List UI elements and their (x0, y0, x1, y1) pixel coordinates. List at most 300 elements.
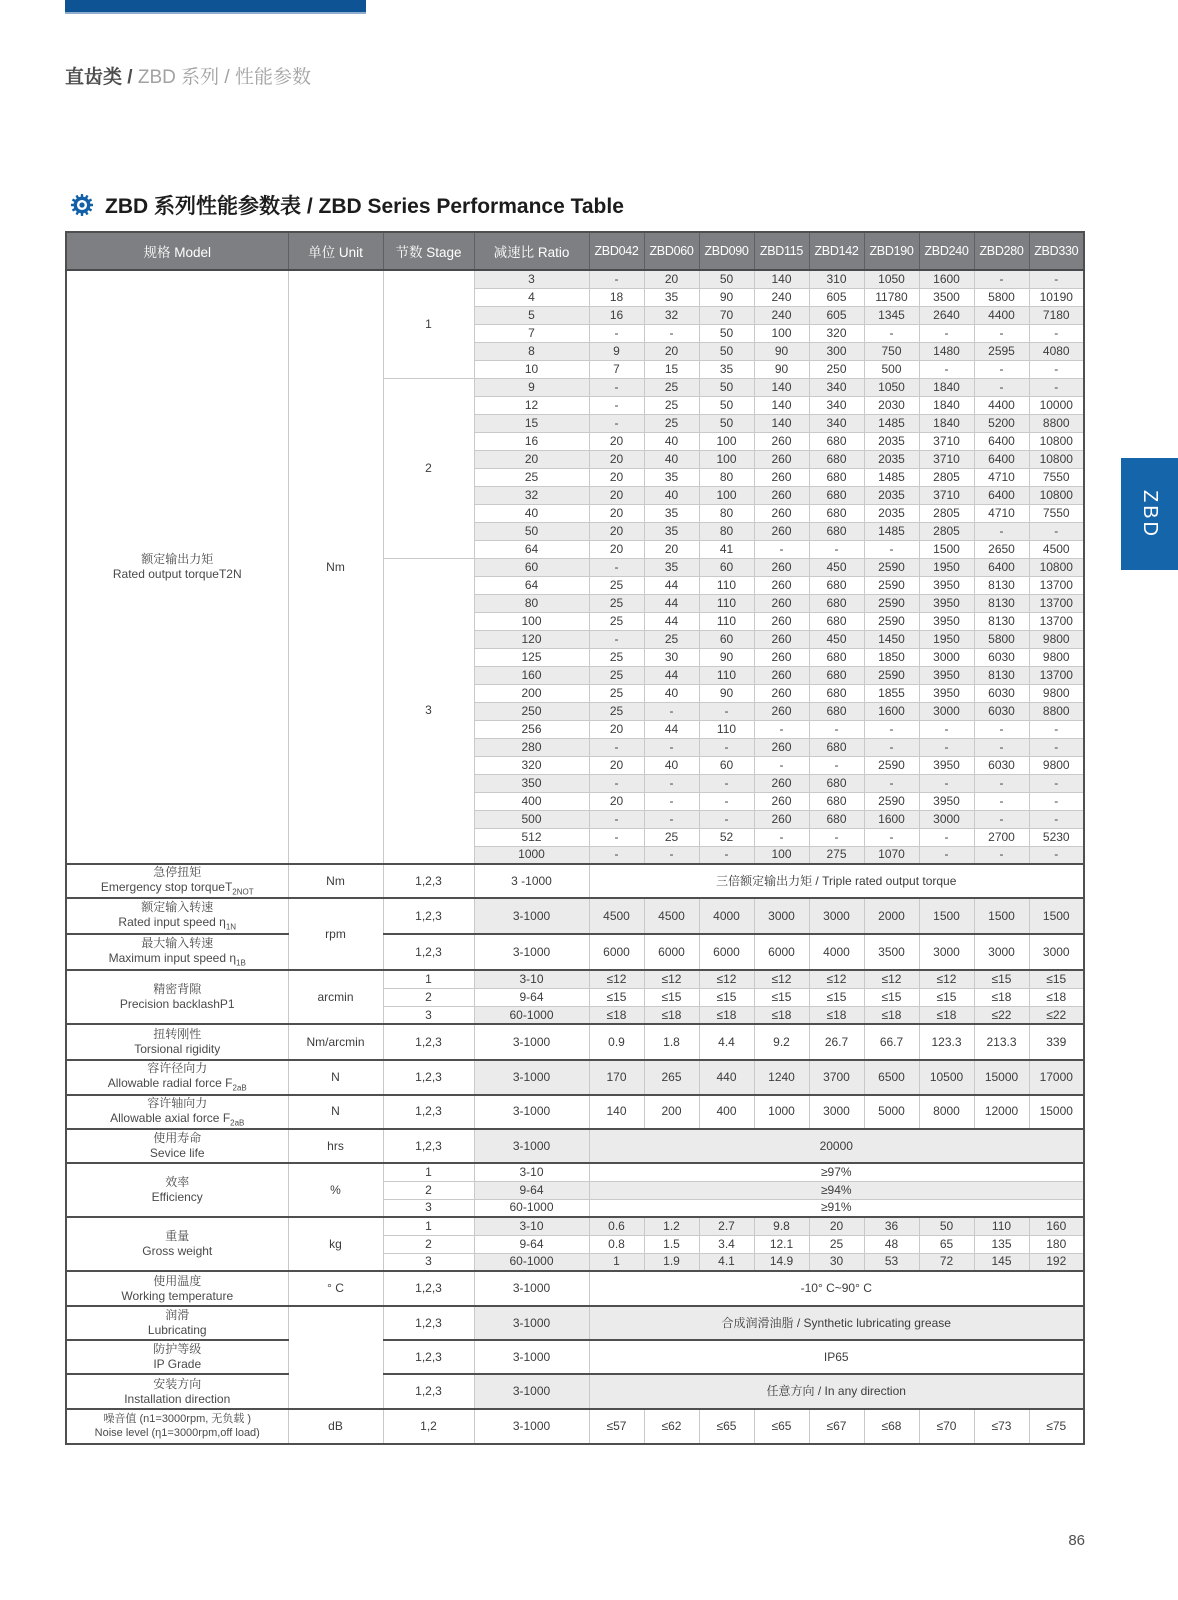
label-subscript: 1B (236, 958, 246, 968)
value-cell: 260 (754, 594, 809, 612)
value-cell: 40 (644, 486, 699, 504)
label-subscript: 2NOT (232, 887, 254, 897)
stage-cell: 3 (383, 1006, 474, 1024)
value-cell: - (809, 540, 864, 558)
value-cell: 50 (699, 342, 754, 360)
column-header: 减速比 Ratio (474, 232, 589, 270)
value-cell: ≤22 (974, 1006, 1029, 1024)
value-cell: ≤18 (809, 1006, 864, 1024)
value-cell: 605 (809, 288, 864, 306)
value-cell: 260 (754, 486, 809, 504)
value-cell: 1.5 (644, 1235, 699, 1253)
value-cell: 260 (754, 468, 809, 486)
value-cell: 680 (809, 792, 864, 810)
value-cell: - (974, 360, 1029, 378)
value-cell: 1855 (864, 684, 919, 702)
value-cell: 4710 (974, 468, 1029, 486)
value-cell: 5800 (974, 630, 1029, 648)
value-cell: 123.3 (919, 1024, 974, 1060)
unit-cell: rpm (288, 898, 383, 970)
label-cn: 额定输出力矩 (141, 552, 214, 566)
value-cell: 17000 (1029, 1060, 1084, 1094)
stage-cell: 1 (383, 1217, 474, 1235)
table-row (66, 1129, 1084, 1163)
span-cell: 合成润滑油脂 / Synthetic lubricating grease (589, 1306, 1084, 1340)
value-cell: 8800 (1029, 702, 1084, 720)
value-cell: 2805 (919, 504, 974, 522)
value-cell: 90 (754, 342, 809, 360)
value-cell: 35 (699, 360, 754, 378)
value-cell: 25 (644, 396, 699, 414)
value-cell: 3000 (809, 898, 864, 934)
label-cn: 润滑 (165, 1308, 190, 1323)
value-cell: 3.4 (699, 1235, 754, 1253)
value-cell: 3710 (919, 486, 974, 504)
value-cell: 40 (644, 684, 699, 702)
ratio-cell: 120 (474, 630, 589, 648)
value-cell: 16 (589, 306, 644, 324)
value-cell: 6030 (974, 648, 1029, 666)
row-label (66, 970, 288, 1024)
value-cell: ≤68 (864, 1409, 919, 1444)
span-cell: -10° C~90° C (589, 1271, 1084, 1306)
ratio-cell: 200 (474, 684, 589, 702)
unit-cell: N (288, 1095, 383, 1129)
unit-cell (288, 1306, 383, 1409)
value-cell: ≤18 (699, 1006, 754, 1024)
value-cell: - (809, 828, 864, 846)
value-cell: 15000 (1029, 1095, 1084, 1129)
value-cell: 1070 (864, 846, 919, 864)
value-cell: 41 (699, 540, 754, 558)
unit-cell: % (288, 1163, 383, 1217)
value-cell: 1 (589, 1253, 644, 1271)
column-header: 节数 Stage (383, 232, 474, 270)
value-cell: - (1029, 378, 1084, 396)
value-cell: 20 (644, 270, 699, 288)
label-subscript: 2aB (232, 1083, 247, 1093)
ratio-cell: 3-1000 (474, 1129, 589, 1163)
value-cell: ≤22 (1029, 1006, 1084, 1024)
ratio-cell: 3 -1000 (474, 864, 589, 898)
value-cell: - (589, 270, 644, 288)
value-cell: ≤18 (864, 1006, 919, 1024)
unit-cell: Nm/arcmin (288, 1024, 383, 1060)
value-cell: 260 (754, 774, 809, 792)
value-cell: 90 (754, 360, 809, 378)
value-cell: 8130 (974, 666, 1029, 684)
page-title (70, 190, 624, 220)
value-cell: 2590 (864, 612, 919, 630)
value-cell: 320 (809, 324, 864, 342)
value-cell: 8130 (974, 594, 1029, 612)
value-cell: 2640 (919, 306, 974, 324)
value-cell: 7 (589, 360, 644, 378)
value-cell: ≤70 (919, 1409, 974, 1444)
value-cell: ≤15 (589, 988, 644, 1006)
value-cell: 2035 (864, 432, 919, 450)
value-cell: 145 (974, 1253, 1029, 1271)
value-cell: 110 (974, 1217, 1029, 1235)
value-cell: 260 (754, 612, 809, 630)
ratio-cell: 12 (474, 396, 589, 414)
label-cn: 扭转刚性 (153, 1027, 202, 1042)
value-cell: 4500 (1029, 540, 1084, 558)
value-cell: - (809, 756, 864, 774)
value-cell: ≤15 (1029, 970, 1084, 988)
value-cell: - (589, 774, 644, 792)
value-cell: 44 (644, 612, 699, 630)
value-cell: ≤12 (864, 970, 919, 988)
value-cell: 260 (754, 684, 809, 702)
value-cell: 3000 (974, 934, 1029, 970)
column-header: ZBD060 (644, 232, 699, 270)
value-cell: 90 (699, 648, 754, 666)
value-cell: 3000 (919, 648, 974, 666)
ratio-cell: 10 (474, 360, 589, 378)
value-cell: 1500 (974, 898, 1029, 934)
value-cell: 260 (754, 630, 809, 648)
column-header: ZBD190 (864, 232, 919, 270)
row-label (66, 1129, 288, 1163)
value-cell: 4500 (644, 898, 699, 934)
ratio-cell: 280 (474, 738, 589, 756)
ratio-cell: 32 (474, 486, 589, 504)
value-cell: 2590 (864, 576, 919, 594)
value-cell: - (919, 828, 974, 846)
label-en: Allowable radial force $F_{2aB}$ (107, 1076, 247, 1093)
ratio-cell: 3-1000 (474, 898, 589, 934)
stage-cell: 1 (383, 1163, 474, 1181)
value-cell: 605 (809, 306, 864, 324)
value-cell: 2590 (864, 594, 919, 612)
row-label (66, 1409, 288, 1444)
table-row (66, 1095, 1084, 1129)
value-cell: 1450 (864, 630, 919, 648)
value-cell: 5200 (974, 414, 1029, 432)
value-cell: 3000 (919, 702, 974, 720)
value-cell: 6000 (644, 934, 699, 970)
value-cell: 1050 (864, 378, 919, 396)
value-cell: 14.9 (754, 1253, 809, 1271)
ratio-cell: 3-1000 (474, 1060, 589, 1094)
value-cell: 90 (699, 684, 754, 702)
label-en: Gross weight (142, 1244, 213, 1259)
span-cell: ≥94% (589, 1181, 1084, 1199)
value-cell: 18 (589, 288, 644, 306)
value-cell: 310 (809, 270, 864, 288)
value-cell: ≤12 (589, 970, 644, 988)
table-row (66, 898, 1084, 934)
row-label (66, 1374, 288, 1409)
label-en: Noise level (η1=3000rpm,off load) (94, 1426, 260, 1439)
stage-cell: 1,2,3 (383, 1060, 474, 1094)
ratio-cell: 3-10 (474, 1163, 589, 1181)
value-cell: 15000 (974, 1060, 1029, 1094)
value-cell: 3950 (919, 756, 974, 774)
value-cell: 260 (754, 432, 809, 450)
value-cell: - (1029, 360, 1084, 378)
value-cell: 44 (644, 594, 699, 612)
value-cell: 11780 (864, 288, 919, 306)
value-cell: 1840 (919, 396, 974, 414)
value-cell: 2590 (864, 558, 919, 576)
ratio-cell: 60 (474, 558, 589, 576)
value-cell: 5000 (864, 1095, 919, 1129)
table-row (66, 1409, 1084, 1444)
value-cell: 3000 (919, 810, 974, 828)
stage-cell: 1,2 (383, 1409, 474, 1444)
value-cell: 2030 (864, 396, 919, 414)
value-cell: 450 (809, 558, 864, 576)
label-en: Precision backlashP1 (119, 997, 235, 1012)
value-cell: - (644, 846, 699, 864)
value-cell: - (589, 738, 644, 756)
value-cell: 340 (809, 378, 864, 396)
stage-cell: 1,2,3 (383, 1306, 474, 1340)
column-header: 规格 Model (66, 232, 288, 270)
table-row (66, 1374, 1084, 1409)
value-cell: ≤18 (974, 988, 1029, 1006)
ratio-cell: 160 (474, 666, 589, 684)
column-header: ZBD280 (974, 232, 1029, 270)
value-cell: 44 (644, 576, 699, 594)
value-cell: 20 (589, 486, 644, 504)
ratio-cell: 3-1000 (474, 934, 589, 970)
value-cell: - (589, 324, 644, 342)
value-cell: 12.1 (754, 1235, 809, 1253)
ratio-cell: 5 (474, 306, 589, 324)
value-cell: - (754, 756, 809, 774)
ratio-cell: 3-1000 (474, 1095, 589, 1129)
unit-cell: kg (288, 1217, 383, 1271)
value-cell: 6400 (974, 558, 1029, 576)
value-cell: 50 (699, 270, 754, 288)
value-cell: 20 (589, 504, 644, 522)
value-cell: - (919, 774, 974, 792)
value-cell: - (864, 324, 919, 342)
value-cell: 1.9 (644, 1253, 699, 1271)
side-tab-zbd (1121, 458, 1178, 570)
value-cell: 2590 (864, 756, 919, 774)
value-cell: 12000 (974, 1095, 1029, 1129)
value-cell: - (974, 810, 1029, 828)
ratio-cell: 9-64 (474, 1235, 589, 1253)
value-cell: 135 (974, 1235, 1029, 1253)
value-cell: 25 (589, 648, 644, 666)
value-cell: 9.8 (754, 1217, 809, 1235)
value-cell: 260 (754, 810, 809, 828)
column-header: 单位 Unit (288, 232, 383, 270)
column-header: ZBD115 (754, 232, 809, 270)
column-header: ZBD142 (809, 232, 864, 270)
value-cell: - (974, 378, 1029, 396)
value-cell: 20 (589, 792, 644, 810)
value-cell: 48 (864, 1235, 919, 1253)
value-cell: 1850 (864, 648, 919, 666)
value-cell: ≤15 (864, 988, 919, 1006)
value-cell: 100 (754, 324, 809, 342)
value-cell: 340 (809, 414, 864, 432)
unit-cell: Nm (288, 864, 383, 898)
value-cell: 6000 (589, 934, 644, 970)
label-subscript: 2aB (230, 1118, 245, 1128)
ratio-cell: 60-1000 (474, 1253, 589, 1271)
value-cell: 7550 (1029, 468, 1084, 486)
value-cell: 13700 (1029, 594, 1084, 612)
value-cell: 200 (644, 1095, 699, 1129)
value-cell: 275 (809, 846, 864, 864)
ratio-cell: 25 (474, 468, 589, 486)
value-cell: 20 (589, 540, 644, 558)
value-cell: 110 (699, 612, 754, 630)
stage-cell: 2 (383, 988, 474, 1006)
value-cell: 3950 (919, 666, 974, 684)
value-cell: 100 (699, 450, 754, 468)
value-cell: 180 (1029, 1235, 1084, 1253)
value-cell: 1500 (919, 898, 974, 934)
breadcrumb-path: ZBD 系列 / 性能参数 (132, 67, 311, 88)
value-cell: - (644, 738, 699, 756)
value-cell: 5230 (1029, 828, 1084, 846)
value-cell: ≤12 (754, 970, 809, 988)
value-cell: 25 (589, 594, 644, 612)
span-cell: IP65 (589, 1340, 1084, 1374)
value-cell: 1485 (864, 468, 919, 486)
value-cell: 100 (754, 846, 809, 864)
value-cell: 1.2 (644, 1217, 699, 1235)
value-cell: ≤57 (589, 1409, 644, 1444)
value-cell: 0.9 (589, 1024, 644, 1060)
value-cell: ≤18 (919, 1006, 974, 1024)
stage-cell: 1,2,3 (383, 1340, 474, 1374)
stage-cell: 3 (383, 1253, 474, 1271)
value-cell: 100 (699, 432, 754, 450)
ratio-cell: 15 (474, 414, 589, 432)
value-cell: - (754, 540, 809, 558)
value-cell: 9800 (1029, 630, 1084, 648)
label-en: Working temperature (121, 1288, 234, 1303)
value-cell: 110 (699, 720, 754, 738)
ratio-cell: 64 (474, 540, 589, 558)
ratio-cell: 3-1000 (474, 1374, 589, 1409)
value-cell: 680 (809, 522, 864, 540)
value-cell: 5800 (974, 288, 1029, 306)
value-cell: 10800 (1029, 432, 1084, 450)
value-cell: 13700 (1029, 612, 1084, 630)
stage-cell: 2 (383, 1235, 474, 1253)
label-en: Rated output torqueT2N (112, 567, 242, 581)
unit-cell: arcmin (288, 970, 383, 1024)
value-cell: 110 (699, 594, 754, 612)
value-cell: 10800 (1029, 450, 1084, 468)
value-cell: 10800 (1029, 558, 1084, 576)
ratio-cell: 3 (474, 270, 589, 288)
column-header: ZBD090 (699, 232, 754, 270)
value-cell: 80 (699, 468, 754, 486)
table-row (66, 864, 1084, 898)
label-cn: 精密背隙 (153, 982, 202, 997)
value-cell: 450 (809, 630, 864, 648)
value-cell: 8130 (974, 612, 1029, 630)
value-cell: 25 (589, 612, 644, 630)
value-cell: 3710 (919, 432, 974, 450)
value-cell: 140 (589, 1095, 644, 1129)
label-cn: 急停扭矩 (153, 865, 202, 879)
value-cell: - (1029, 810, 1084, 828)
value-cell: 10800 (1029, 486, 1084, 504)
value-cell: 1000 (754, 1095, 809, 1129)
span-cell: 任意方向 / In any direction (589, 1374, 1084, 1409)
value-cell: 400 (699, 1095, 754, 1129)
value-cell: 8130 (974, 576, 1029, 594)
table-row (66, 1340, 1084, 1374)
value-cell: ≤67 (809, 1409, 864, 1444)
value-cell: 100 (699, 486, 754, 504)
value-cell: 35 (644, 504, 699, 522)
value-cell: 680 (809, 648, 864, 666)
row-label (66, 1217, 288, 1271)
value-cell: 260 (754, 576, 809, 594)
span-cell: 三倍额定输出力矩 / Triple rated output torque (589, 864, 1084, 898)
ratio-cell: 9 (474, 378, 589, 396)
label-cn: 防护等级 (153, 1342, 202, 1357)
value-cell: 80 (699, 522, 754, 540)
label-en: Lubricating (147, 1323, 207, 1338)
value-cell: - (589, 846, 644, 864)
value-cell: - (1029, 792, 1084, 810)
value-cell: 50 (919, 1217, 974, 1235)
value-cell: 250 (809, 360, 864, 378)
column-header: ZBD240 (919, 232, 974, 270)
value-cell: 30 (809, 1253, 864, 1271)
value-cell: 26.7 (809, 1024, 864, 1060)
ratio-cell: 1000 (474, 846, 589, 864)
row-label (66, 934, 288, 970)
label-en: IP Grade (153, 1357, 202, 1372)
value-cell: ≤65 (754, 1409, 809, 1444)
unit-cell: N (288, 1060, 383, 1094)
value-cell: ≤75 (1029, 1409, 1084, 1444)
value-cell: - (589, 378, 644, 396)
value-cell: - (864, 738, 919, 756)
stage-cell: 1,2,3 (383, 864, 474, 898)
value-cell: 265 (644, 1060, 699, 1094)
stage-cell: 1,2,3 (383, 1271, 474, 1306)
value-cell: 2035 (864, 504, 919, 522)
value-cell: 680 (809, 774, 864, 792)
span-cell: 20000 (589, 1129, 1084, 1163)
table-row (66, 1306, 1084, 1340)
top-accent-bar (65, 0, 366, 14)
value-cell: 4080 (1029, 342, 1084, 360)
value-cell: 3000 (919, 934, 974, 970)
value-cell: 1600 (919, 270, 974, 288)
value-cell: ≤15 (644, 988, 699, 1006)
ratio-cell: 3-1000 (474, 1271, 589, 1306)
label-en: Allowable axial force $F_{2aB}$ (110, 1110, 245, 1128)
value-cell: - (809, 720, 864, 738)
value-cell: 0.6 (589, 1217, 644, 1235)
value-cell: 25 (644, 414, 699, 432)
value-cell: 140 (754, 414, 809, 432)
unit-cell: Nm (288, 270, 383, 864)
value-cell: 1.8 (644, 1024, 699, 1060)
value-cell: 4710 (974, 504, 1029, 522)
stage-cell: 2 (383, 378, 474, 558)
value-cell: - (974, 792, 1029, 810)
value-cell: 3500 (919, 288, 974, 306)
